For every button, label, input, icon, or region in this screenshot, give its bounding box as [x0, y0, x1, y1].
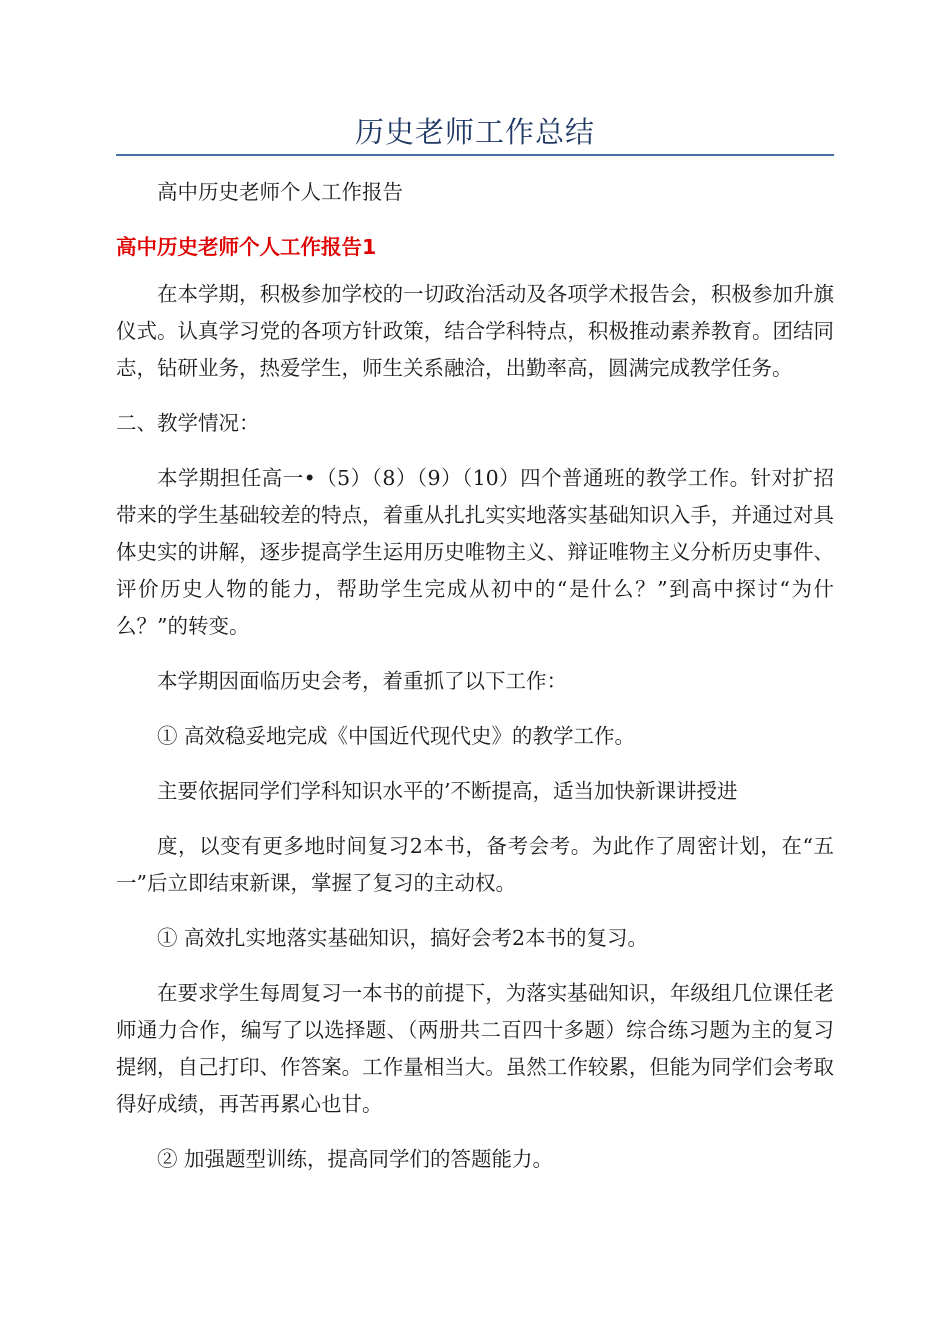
- paragraph-5-item: ① 高效稳妥地完成《中国近代现代史》的教学工作。: [157, 724, 636, 748]
- paragraph-1: 在本学期，积极参加学校的一切政治活动及各项学术报告会，积极参加升旗仪式。认真学习党的各项方针政策，结合学科特点，积极推动素养教育。团结同志，钻研业务，热爱学生，师生关系融洽，出勤率高，圆满完成教学任务。: [116, 282, 834, 380]
- title-underline: [116, 154, 834, 156]
- document-subtitle: 高中历史老师个人工作报告: [157, 180, 403, 204]
- document-title: 历史老师工作总结: [354, 115, 595, 149]
- document-body: [116, 174, 834, 1196]
- paragraph-6: 主要依据同学们学科知识水平的’不断提高，适当加快新课讲授进: [157, 779, 738, 803]
- paragraph-8-item: ① 高效扎实地落实基础知识，搞好会考2本书的复习。: [157, 926, 649, 950]
- paragraph-7: 度，以变有更多地时间复习2本书，备考会考。为此作了周密计划，在“五一”后立即结束新课，掌握了复习的主动权。: [116, 834, 834, 895]
- paragraph-10-item: ② 加强题型训练，提高同学们的答题能力。: [157, 1147, 554, 1171]
- paragraph-4: 本学期因面临历史会考，着重抓了以下工作：: [157, 669, 567, 693]
- paragraph-9: 在要求学生每周复习一本书的前提下，为落实基础知识，年级组几位课任老师通力合作，编写了以选择题、（两册共二百四十多题）综合练习题为主的复习提纲，自己打印、作答案。工作量相当大。虽然工作较累，但能为同学们会考取得好成绩，再苦再累心也甘。: [116, 981, 834, 1116]
- section-heading: 高中历史老师个人工作报告1: [116, 235, 377, 259]
- paragraph-3: 本学期担任高一•（5）（8）（9）（10）四个普通班的教学工作。针对扩招带来的学生基础较差的特点，着重从扎扎实实地落实基础知识入手，并通过对具体史实的讲解，逐步提高学生运用历史唯物主义、辩证唯物主义分析历史事件、评价历史人物的能力，帮助学生完成从初中的“是什么？”到高中探讨“为什么？”的转变。: [116, 466, 834, 638]
- paragraph-2-heading: 二、教学情况：: [116, 411, 260, 435]
